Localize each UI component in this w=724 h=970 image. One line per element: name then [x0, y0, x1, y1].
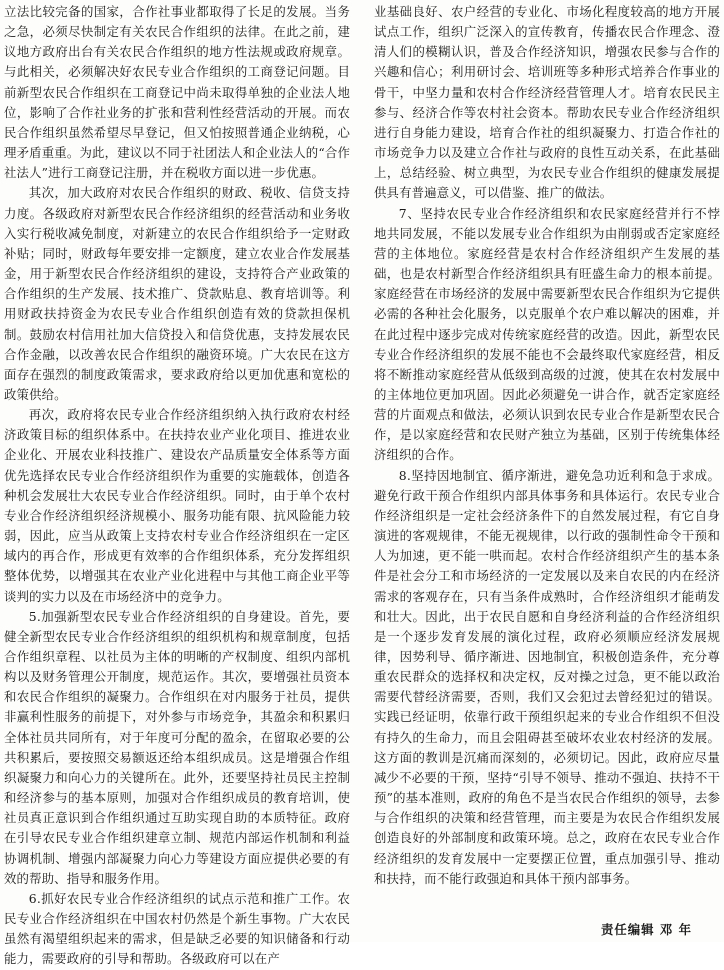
paragraph-law: 立法比较完备的国家，合作社事业都取得了长足的发展。当务之急，必须尽快制定有关农民合作组织的法律。在此之前，建议地方政府出台有关农民合作组织的地方性法规或政府规章。与此相关，必须解决好农民专业合作组织的工商登记问题。目前新型农民合作组织在工商登记中尚未取得单独的企业法人地位，影响了合作社业务的扩张和营利性经营活动的开展。而农民合作组织虽然希望尽早登记，但又怕按照普通企业纳税，心理矛盾重重。为此，建议以不同于社团法人和企业法人的“合作社法人”进行工商登记注册，并在税收方面以进一步优惠。: [4, 4, 350, 181]
responsible-editor: 责任编辑 邓 年: [601, 922, 692, 937]
right-column: [374, 2, 720, 889]
paragraph-pilot-continued: 业基础良好、农户经营的专业化、市场化程度较高的地方开展试点工作，组织广泛深入的宣传教育，传播农民合作理念、澄清人们的模糊认识，普及合作经济知识，增强农民参与合作的兴趣和信心；利用研讨会、培训班等多种形式培养合作事业的骨干，中坚力量和农村合作经济经营管理人才。培育农民民主参与、经济合作等农村社会资本。帮助农民专业合作经济组织进行自身能力建设，培育合作社的组织凝聚力、打造合作社的市场竞争力以及建立合作社与政府的良性互动关系，在此基础上，总结经验、树立典型，为农民专业合作组织的健康发展提供具有普遍意义，可以借鉴、推广的做法。: [374, 4, 720, 201]
paragraph-financial-support: 其次，加大政府对农民合作组织的财政、税收、信贷支持力度。各级政府对新型农民合作经济组织的经营活动和业务收入实行税收减免制度，对新建立的农民合作组织给予一定财政补贴；同时，财政每年要安排一定额度，建立农业合作发展基金，用于新型农民合作经济组织的建设，支持符合产业政策的合作组织的生产发展、技术推广、贷款贴息、教育培训等。利用财政扶持资金为农民专业合作组织创造有效的贷款担保机制。鼓励农村信用社加大信贷投入和信贷优惠，支持发展农民合作金融，以改善农民合作组织的融资环境。广大农民在这方面存在强烈的制度政策需求，要求政府给以更加优惠和宽松的政策供给。: [4, 185, 350, 402]
paragraph-local-conditions: 8.坚持因地制宜、循序渐进，避免急功近利和急于求成。避免行政干预合作组织内部具体事务和具体运行。农民专业合作经济组织是一定社会经济条件下的自然发展过程，有它自身演进的客观规律，不能无视规律，以行政的强制性命令干预和人为加速，更不能一哄而起。农村合作经济组织产生的基本条件是社会分工和市场经济的一定发展以及来自农民的内在经济需求的客观存在，只有当条件成熟时，合作经济组织才能萌发和壮大。因此，出于农民自愿和自身经济利益的合作经济组织是一个逐步发育发展的演化过程，政府必须顺应经济发展规律，因势利导、循序渐进、因地制宜，积极创造条件，充分尊重农民群众的选择权和决定权，反对操之过急，更不能以政治需要代替经济需要，否则，我们又会犯过去曾经犯过的错误。实践已经证明，依靠行政干预组织起来的专业合作组织不但没有持久的生命力，而且会阻碍甚至破坏农业农村经济的发展。这方面的教训是沉痛而深刻的，必须切记。因此，政府应尽量减少不必要的干预，坚持“引导不领导、推动不强迫、扶持不干预”的基本准则，政府的角色不是当农民合作组织的领导，去参与合作组织的决策和经营管理，而主要是为农民合作组织发展创造良好的外部制度和政策环境。总之，政府在农民专业合作经济组织的发育发展中一定要摆正位置，重点加强引导、推动和扶持，而不能行政强迫和具体干预内部事务。: [374, 467, 720, 886]
paragraph-policy-system: 再次，政府将农民专业合作经济组织纳入执行政府农村经济政策目标的组织体系中。在扶持农业产业化项目、推进农业企业化、开展农业科技推广、建设农产品质量安全体系等方面优先选择农民专业合作经济组织作为重要的实施载体，创造各种机会发展壮大农民专业合作经济组织。同时，由于单个农村专业合作经济组织经济规模小、服务功能有限、抗风险能力较弱，因此，应当从政策上支持农村专业合作经济组织在一定区域内的再合作，形成更有效率的合作组织体系，充分发挥组织整体优势，以增强其在农业产业化进程中与其他工商企业平等谈判的实力以及在市场经济中的竞争力。: [4, 407, 350, 604]
left-column: [4, 2, 350, 970]
paragraph-family-operation: 7、坚持农民专业合作经济组织和农民家庭经营并行不悖地共同发展，不能以发展专业合作组织为由削弱或否定家庭经营的主体地位。家庭经营是农村合作经济组织产生发展的基础，也是农村新型合作经济组织具有旺盛生命力的根本前提。家庭经营在市场经济的发展中需要新型农民合作组织为它提供必需的各种社会化服务，以克服单个农户难以解决的困难，并在此过程中逐步完成对传统家庭经营的改造。因此，新型农民专业合作经济组织的发展不能也不会最终取代家庭经营，相反将不断推动家庭经营从低级到高级的过渡，使其在农村发展中的主体地位更加巩固。因此必须避免一讲合作，就否定家庭经营的片面观点和做法，必须认识到农民专业合作是新型农民合作，是以家庭经营和农民财产独立为基础，区别于传统集体经济组织的合作。: [374, 205, 720, 463]
paragraph-pilot-demonstration: 6.抓好农民专业合作经济组织的试点示范和推广工作。农民专业合作经济组织在中国农村仍然是个新生事物。广大农民虽然有渴望组织起来的需求，但是缺乏必要的知识储备和行动能力，需要政府的引导和帮助。各级政府可以在产: [4, 890, 350, 967]
paragraph-self-construction: 5.加强新型农民专业合作经济组织的自身建设。首先，要健全新型农民专业合作经济组织的组织机构和规章制度，包括合作组织章程、以社员为主体的明晰的产权制度、组织内部机构以及财务管理公开制度，规范运作。其次，要增强社员资本和农民合作组织的凝聚力。合作组织在对内服务于社员，提供非赢利性服务的前提下，对外参与市场竞争，其盈余和积累归全体社员共同所有，对于年度可分配的盈余，在留取必要的公共积累后，要按照交易额返还给本组织成员。这是增强合作组织凝聚力和向心力的关键所在。此外，还要坚持社员民主控制和经济参与的基本原则，加强对合作组织成员的教育培训，使社员真正意识到合作组织通过互助实现自助的本质特征。政府在引导农民专业合作组织建章立制、规范内部运作机制和利益协调机制、增强内部凝聚力向心力等建设方面应提供必要的有效的帮助、指导和服务作用。: [4, 608, 350, 886]
